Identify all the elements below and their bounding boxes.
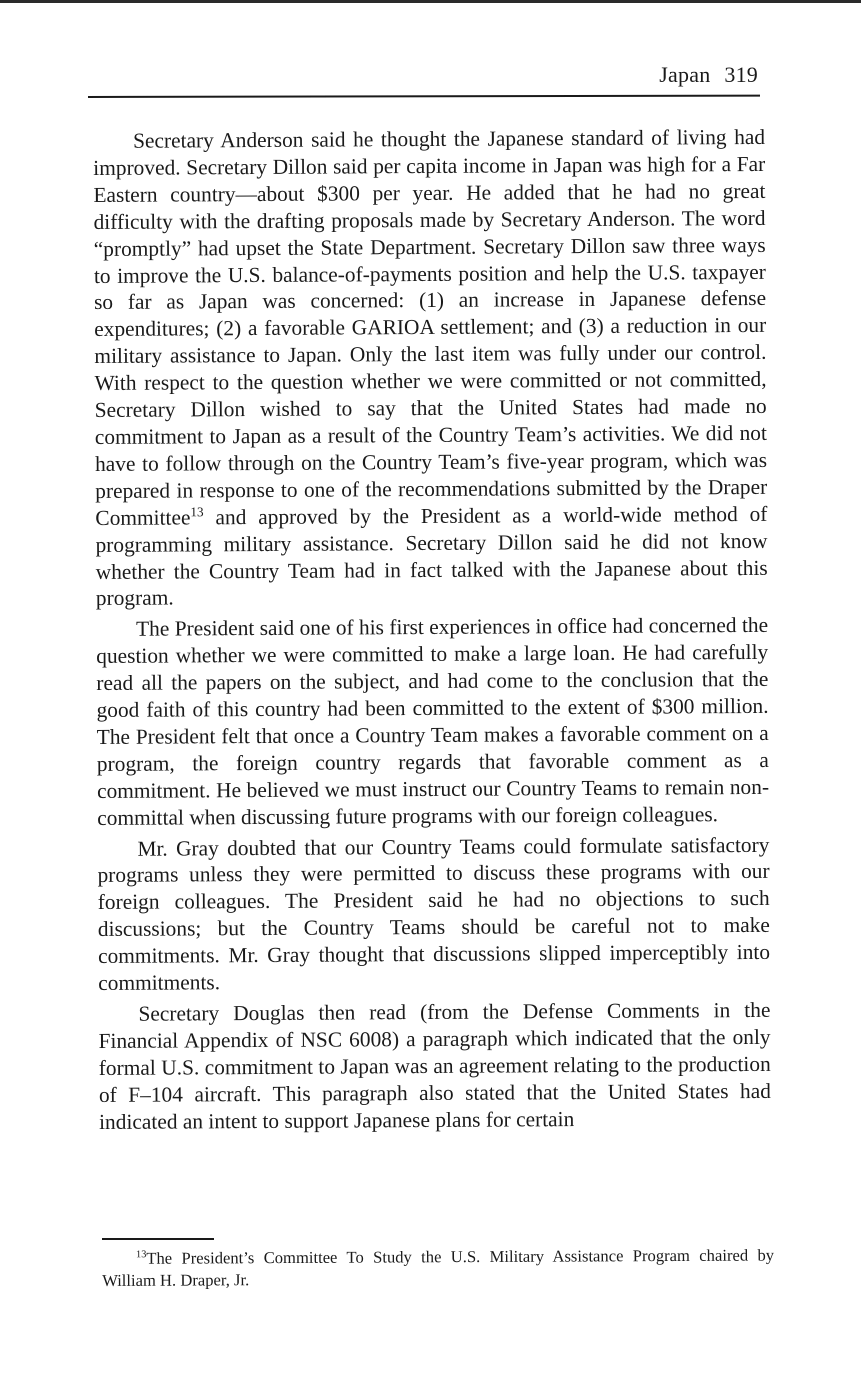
paragraph-1-text-after: and approved by the President as a world-wide method of programming military assistance. Secretary Dillon said he did not know whether the Country Team had in fact talked with the Japanese about this program. — [95, 501, 768, 611]
body-text — [93, 124, 771, 1140]
running-head-section: Japan — [659, 62, 711, 87]
footnote-rule — [102, 1238, 214, 1240]
footnote — [102, 1244, 774, 1292]
header-rule — [88, 95, 760, 98]
running-head — [88, 62, 758, 92]
paragraph-2: The President said one of his first experiences in office had concerned the question whether we were committed to make a large loan. He had carefully read all the papers on the subject, and had come to the conclusion that the good faith of this country had been committed to the extent of $300 million. The President felt that once a Country Team makes a favorable comment on a program, the foreign country regards that favorable comment as a commitment. He believed we must instruct our Country Teams to remain non-committal when discussing future programs with our foreign colleagues. — [96, 613, 770, 830]
page-top-edge — [0, 0, 861, 3]
footnote-reference: 13 — [190, 503, 204, 519]
paragraph-3: Mr. Gray doubted that our Country Teams could formulate satisfactory programs unless they were permitted to discuss these programs with our foreign colleagues. The President said he had no objections to such discussions; but the Country Teams should be careful not to make commitments. Mr. Gray thought that discussions slipped imperceptibly into commitments. — [97, 832, 771, 996]
footnote-text: The President’s Committee To Study the U.S. Military Assistance Program chaired by William H. Draper, Jr. — [102, 1245, 775, 1290]
paragraph-4: Secretary Douglas then read (from the Defense Comments in the Financial Appendix of NSC 6008) a paragraph which indicated that the only formal U.S. commitment to Japan was an agreement relating to the production of F–104 aircraft. This paragraph also stated that the United States had indicated an intent to support Japanese plans for certain — [98, 997, 771, 1134]
paragraph-1 — [93, 124, 768, 612]
footnote-number: 13 — [136, 1249, 147, 1261]
page-number: 319 — [724, 62, 758, 87]
paragraph-1-text-before: Secretary Anderson said he thought the Japanese standard of living had improved. Secretary Dillon said per capita income in Japan was high for a Far Eastern country—about $300 per year. He added that he had no great difficulty with the drafting proposals made by Secretary Anderson. The word “promptly” had upset the State Department. Secretary Dillon saw three ways to improve the U.S. balance-of-payments position and help the U.S. taxpayer so far as Japan was concerned: (1) an increase in Japanese defense expenditures; (2) a favorable GARIOA settlement; and (3) a reduction in our military assistance to Japan. Only the last item was fully under our control. With respect to the question whether we were committed or not committed, Secretary Dillon wished to say that the United States had made no commitment to Japan as a result of the Country Team’s activities. We did not have to follow through on the Country Team’s five-year program, which was prepared in response to one of the recommendations submitted by the Draper Committee — [93, 124, 768, 530]
